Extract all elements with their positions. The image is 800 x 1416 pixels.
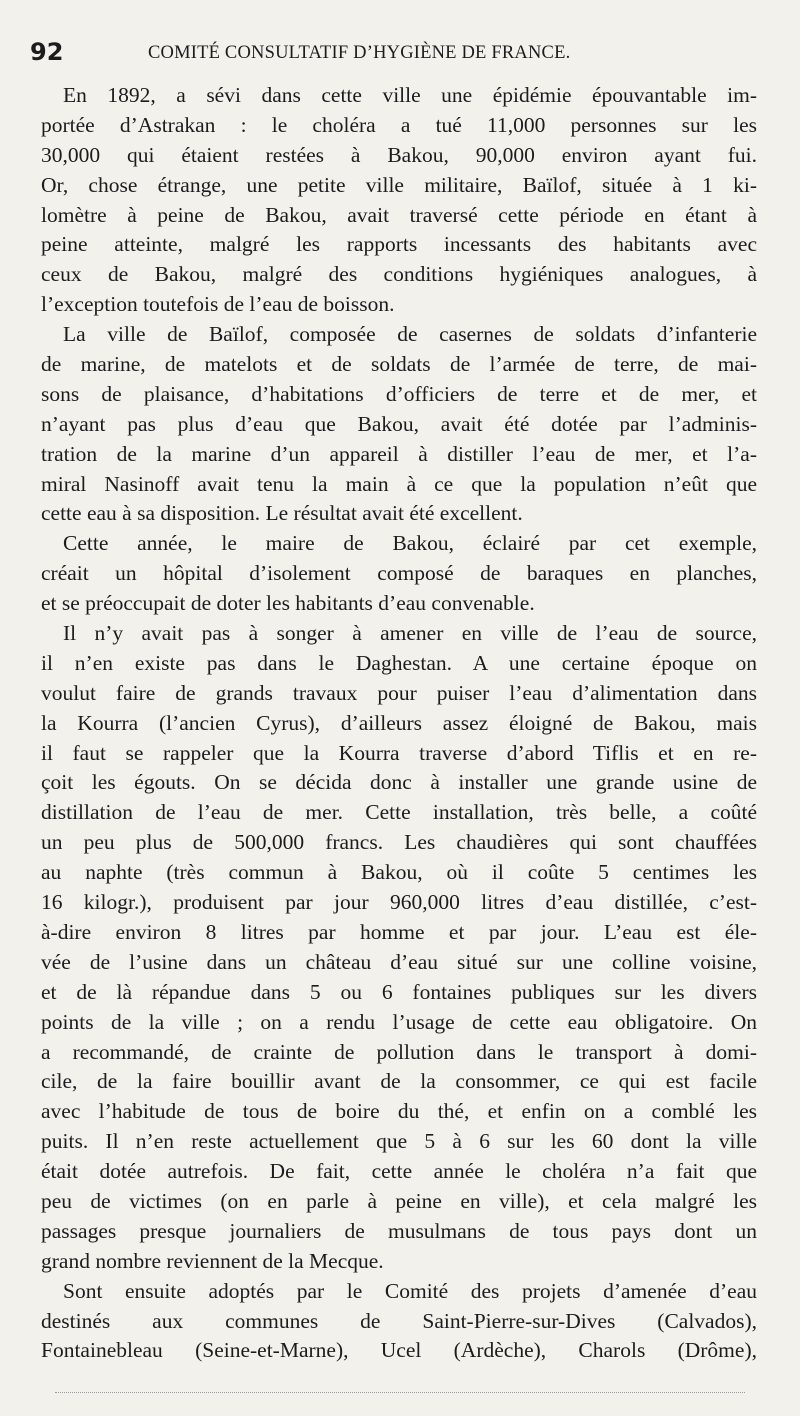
text-line: de marine, de matelots et de soldats de l’armée de terre, de mai- <box>41 352 757 377</box>
text-line: Or, chose étrange, une petite ville militaire, Baïlof, située à 1 ki- <box>41 172 757 197</box>
text-line: l’exception toutefois de l’eau de boisson. <box>41 292 395 317</box>
text-line: Il n’y avait pas à songer à amener en ville de l’eau de source, <box>63 621 757 646</box>
text-line: çoit les égouts. On se décida donc à installer une grande usine de <box>41 770 757 795</box>
page-number: 92 <box>30 38 64 66</box>
text-line: a recommandé, de crainte de pollution dans le transport à domi- <box>41 1039 757 1064</box>
text-line: il n’en existe pas dans le Daghestan. A une certaine époque on <box>41 650 757 675</box>
text-line: Fontainebleau (Seine-et-Marne), Ucel (Ardèche), Charols (Drôme), <box>41 1338 757 1363</box>
text-line: avec l’habitude de tous de boire du thé, et enfin on a comblé les <box>41 1099 757 1124</box>
text-line: destinés aux communes de Saint-Pierre-sur-Dives (Calvados), <box>41 1308 757 1333</box>
text-line: distillation de l’eau de mer. Cette installation, très belle, a coûté <box>41 800 757 825</box>
text-line: n’ayant pas plus d’eau que Bakou, avait été dotée par l’adminis- <box>41 411 757 436</box>
text-line: la Kourra (l’ancien Cyrus), d’ailleurs assez éloigné de Bakou, mais <box>41 710 757 735</box>
text-line: grand nombre reviennent de la Mecque. <box>41 1248 384 1273</box>
running-title: COMITÉ CONSULTATIF D’HYGIÈNE DE FRANCE. <box>148 43 571 63</box>
text-line: sons de plaisance, d’habitations d’officiers de terre et de mer, et <box>41 381 757 406</box>
text-line: miral Nasinoff avait tenu la main à ce que la population n’eût que <box>41 471 757 496</box>
page-header <box>30 38 770 68</box>
text-line: 30,000 qui étaient restées à Bakou, 90,000 environ ayant fui. <box>41 142 757 167</box>
text-line: ceux de Bakou, malgré des conditions hygiéniques analogues, à <box>41 262 757 287</box>
text-line: puits. Il n’en reste actuellement que 5 à 6 sur les 60 dont la ville <box>41 1129 757 1154</box>
text-line: au naphte (très commun à Bakou, où il coûte 5 centimes les <box>41 860 757 885</box>
text-line: à-dire environ 8 litres par homme et par jour. L’eau est éle- <box>41 919 757 944</box>
text-line: tration de la marine d’un appareil à distiller l’eau de mer, et l’a- <box>41 441 757 466</box>
text-line: il faut se rappeler que la Kourra traverse d’abord Tiflis et en re- <box>41 740 757 765</box>
text-line: vée de l’usine dans un château d’eau situé sur une colline voisine, <box>41 949 757 974</box>
text-line: voulut faire de grands travaux pour puiser l’eau d’alimentation dans <box>41 680 757 705</box>
text-line: points de la ville ; on a rendu l’usage de cette eau obligatoire. On <box>41 1009 757 1034</box>
text-line: passages presque journaliers de musulmans de tous pays dont un <box>41 1218 757 1243</box>
text-line: peu de victimes (on en parle à peine en ville), et cela malgré les <box>41 1188 757 1213</box>
text-line: Sont ensuite adoptés par le Comité des projets d’amenée d’eau <box>63 1278 757 1303</box>
text-line: créait un hôpital d’isolement composé de baraques en planches, <box>41 561 757 586</box>
text-line: et de là répandue dans 5 ou 6 fontaines publiques sur les divers <box>41 979 757 1004</box>
text-line: La ville de Baïlof, composée de casernes de soldats d’infanterie <box>63 322 757 347</box>
text-line: et se préoccupait de doter les habitants d’eau convenable. <box>41 591 535 616</box>
text-line: un peu plus de 500,000 francs. Les chaudières qui sont chauffées <box>41 830 757 855</box>
text-line: était dotée autrefois. De fait, cette année le choléra n’a fait que <box>41 1159 757 1184</box>
text-line: cile, de la faire bouillir avant de la consommer, ce qui est facile <box>41 1069 757 1094</box>
text-line: peine atteinte, malgré les rapports incessants des habitants avec <box>41 232 757 257</box>
text-line: cette eau à sa disposition. Le résultat avait été excellent. <box>41 501 523 526</box>
text-line: Cette année, le maire de Bakou, éclairé par cet exemple, <box>63 531 757 556</box>
body-text <box>41 81 757 1366</box>
text-line: lomètre à peine de Bakou, avait traversé cette période en étant à <box>41 202 757 227</box>
page-bottom-rule <box>55 1392 745 1393</box>
text-line: En 1892, a sévi dans cette ville une épidémie épouvantable im- <box>63 83 757 107</box>
text-line: portée d’Astrakan : le choléra a tué 11,000 personnes sur les <box>41 112 757 137</box>
text-line: 16 kilogr.), produisent par jour 960,000 litres d’eau distillée, c’est- <box>41 890 757 915</box>
